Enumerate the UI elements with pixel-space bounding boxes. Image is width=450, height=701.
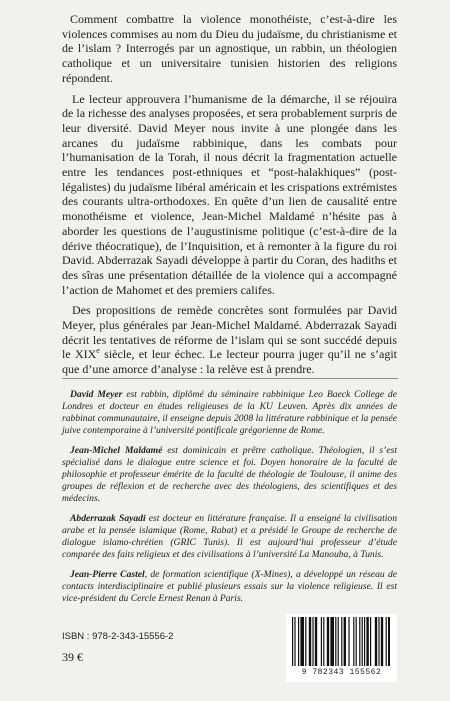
barcode-bar — [312, 617, 313, 666]
barcode-bar — [315, 617, 317, 666]
barcode-bar — [338, 617, 339, 666]
century-superscript: e — [96, 346, 100, 356]
barcode-bar — [386, 617, 387, 666]
barcode-bar — [378, 617, 379, 666]
barcode-bar — [370, 617, 371, 666]
barcode-bar — [364, 617, 365, 666]
barcode-bar — [359, 617, 360, 666]
barcode-bar — [335, 617, 336, 666]
barcode-bar — [341, 617, 342, 666]
bio-name: Jean-Michel Maldamé — [70, 445, 163, 456]
barcode-bar — [298, 617, 299, 666]
bio-text: est docteur en littérature française. Il a enseigné la civilisation arabe et la pensée islamique (Rome, Rabat) et a présidé le Groupe de recherche de dialogue islamo-chrétien (GRIC Tunis). Il est aujourd’hui professeur d’étude comparée des faits religieux et des civilisations à l’université La Manouba, à Tunis. — [62, 513, 397, 560]
barcode-bar — [381, 617, 383, 666]
barcode-bar — [300, 617, 304, 666]
bio-name: Abderrazak Sayadi — [70, 513, 146, 524]
barcode-bars — [292, 617, 390, 666]
bio-text: est dominicain et prêtre catholique. Théologien, il s’est spécialisé dans le dialogue entre science et foi. Doyen honoraire de la faculté de philosophie et professeur émérite de la faculté de théologie de Toulouse, il anime des groupes de réflexion et de recherche avec des théologiens, des scientifiques et des médecins. — [62, 445, 397, 504]
barcode-bar — [353, 617, 354, 666]
barcode-digits: 9 782343 155562 — [301, 668, 382, 677]
blurb-paragraph-3-end: siècle, et leur échec. Le lecteur pourra juger qu’il ne s’agit que d’une amorce d’analyse : la relève est à prendre. — [62, 347, 397, 377]
author-bios — [62, 389, 397, 613]
barcode-bar — [321, 617, 322, 666]
barcode-bar — [362, 617, 363, 666]
bio-jean-michel-maldame — [62, 445, 397, 505]
barcode-bar — [323, 617, 324, 666]
barcode-bar — [344, 617, 346, 666]
bio-david-meyer — [62, 389, 397, 437]
barcode-bar — [375, 617, 377, 666]
barcode-bar — [366, 617, 368, 666]
barcode-bar — [330, 617, 334, 666]
blurb-paragraph-3-start: Des propositions de remède concrètes sont formulées par David Meyer, plus générales par Jean-Michel Maldamé. Abderrazak Sayadi décrit les tentatives de réforme de l’islam qui se sont succédé depuis le XIX — [62, 303, 397, 362]
bio-abderrazak-sayadi — [62, 513, 397, 561]
bio-text: , de formation scientifique (X-Mines), a développé un réseau de contacts interdisciplinaire et publié plusieurs essais sur la violence religieuse. Il est vice-président du Cercle Ernest Renan à Paris. — [62, 569, 397, 604]
barcode-bar — [305, 617, 306, 666]
bio-name: Jean-Pierre Castel — [70, 569, 145, 580]
barcode-bar — [294, 617, 295, 666]
bio-name: David Meyer — [70, 389, 123, 400]
blurb-paragraph-3 — [62, 303, 397, 377]
barcode — [286, 614, 397, 682]
barcode-bar — [388, 617, 390, 666]
blurb-paragraph-1: Comment combattre la violence monothéiste, c’est-à-dire les violences commises au nom du Dieu du judaïsme, du christianisme et de l’islam ? Interrogés par un agnostique, un rabbin, un théologien catholique et un universitaire tunisien historien des religions répondent. — [62, 12, 397, 85]
barcode-bar — [292, 617, 293, 666]
barcode-bar — [356, 617, 357, 666]
barcode-bar — [348, 617, 349, 666]
blurb — [62, 12, 397, 383]
isbn: ISBN : 978-2-343-15556-2 — [62, 631, 174, 642]
blurb-paragraph-2: Le lecteur approuvera l’humanisme de la démarche, il se réjouira de la richesse des analyses proposées, et sera probablement surpris de leur diversité. David Meyer nous invite à une plongée dans les arcanes du judaïsme rabbinique, dans les combats pour l’humanisation de la Torah, il nous décrit la fragmentation actuelle entre les tendances post-ethniques et “post-halakhiques” (post-légalistes) du judaïsme libéral américain et les crispations extrémistes des courants ultra-orthodoxes. En quête d’un lien de causalité entre monothéisme et violence, Jean-Michel Maldamé n’hésite pas à aborder les questions de l’augustinisme politique (c’est-à-dire de la dérive théocratique), de l’Inquisition, et à remonter à la figure du roi David. Abderrazak Sayadi développe à partir du Coran, des hadiths et des sîras une présentation détaillée de la violence qui a accompagné l’action de Mahomet et des premiers califes. — [62, 91, 397, 297]
divider — [62, 378, 398, 379]
barcode-bar — [327, 617, 329, 666]
bio-text: est rabbin, diplômé du séminaire rabbinique Leo Baeck College de Londres et docteur en études religieuses de la KU Leuven. Après dix années de rabbinat communautaire, il enseigne depuis 2008 la littérature rabbinique et la pensée juive contemporaine à l’université pontificale grégorienne de Rome. — [62, 389, 397, 436]
price: 39 € — [62, 650, 83, 664]
barcode-bar — [309, 617, 311, 666]
bio-jean-pierre-castel — [62, 569, 397, 605]
